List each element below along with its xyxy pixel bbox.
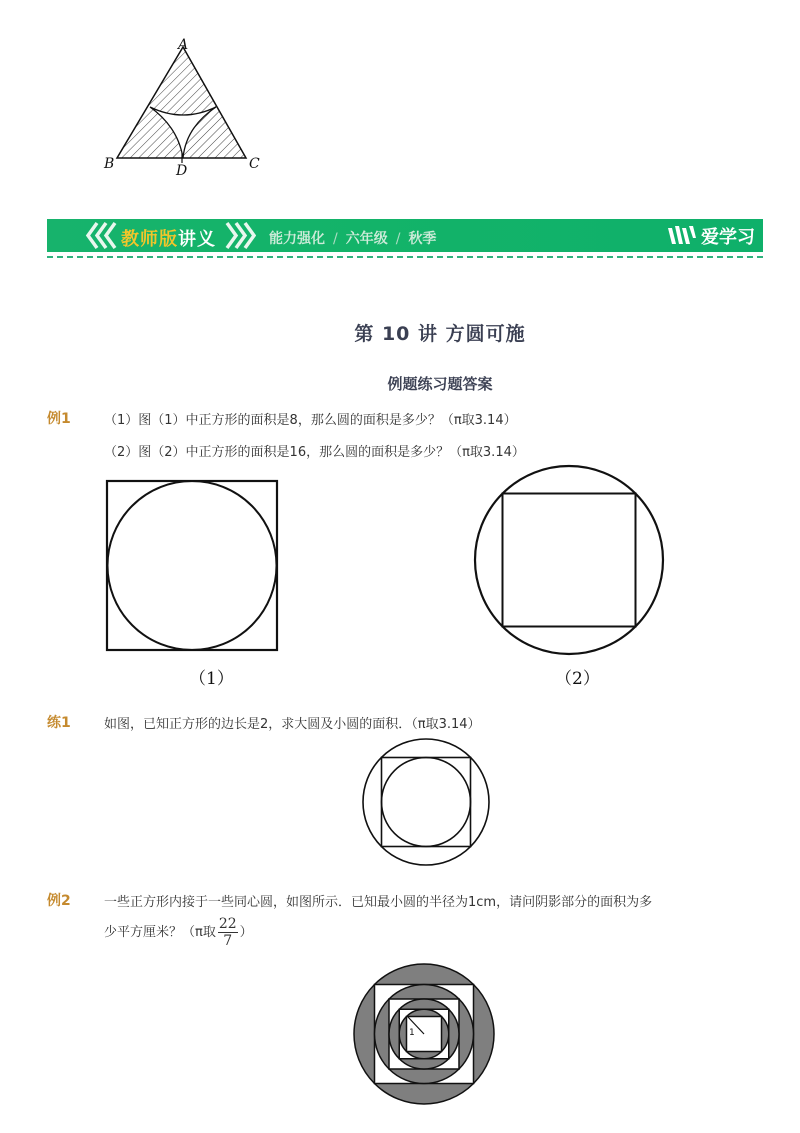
breadcrumb-item: 能力强化 [269,231,325,247]
banner-title-part2: 讲义 [178,229,216,250]
section-title: 例题练习题答案 [387,375,493,393]
figure-2-caption: （2） [555,669,600,689]
radius-label: 1 [409,1028,415,1038]
example-2-line-2-prefix: 少平方厘米？（π取 [104,925,216,940]
practice-1-label: 练1 [47,715,71,731]
figure-1-square-with-inscribed-circle [104,478,280,653]
fraction-22-over-7 [218,916,238,949]
banner-title [121,225,216,251]
chevron-left-icon [85,219,117,252]
header-banner [47,219,763,252]
practice-1-figure [360,736,492,868]
hatched-region [117,47,246,158]
chevron-right-icon [224,219,256,252]
brand-name: 爱学习 [701,227,755,248]
example-1-label: 例1 [47,411,71,427]
vertex-label-a: A [178,37,189,53]
fraction-numerator: 22 [218,916,237,932]
lesson-title: 第 10 讲 方圆可施 [354,323,526,345]
fraction-denominator: 7 [223,933,233,949]
brand-mark-icon [667,224,697,248]
breadcrumb-separator: / [333,231,338,247]
example-2-line-2-suffix: ） [239,925,253,940]
practice-1-line-1: 如图，已知正方形的边长是2，求大圆及小圆的面积．（π取3.14） [104,717,481,732]
figure-2-circle-with-inscribed-square [472,463,666,657]
banner-title-part1: 教师版 [121,229,178,250]
brand-logo [667,223,755,249]
breadcrumb-item: 秋季 [408,231,437,247]
example-2-line-2 [104,913,253,953]
breadcrumb-item: 六年级 [345,231,388,247]
point-label-d: D [176,163,188,179]
breadcrumb [269,228,436,248]
example-2-line-1: 一些正方形内接于一些同心圆，如图所示．已知最小圆的半径为1cm，请问阴影部分的面积为多 [104,895,653,910]
figure-1-caption: （1） [189,669,234,689]
example-2-concentric-figure [352,962,496,1106]
breadcrumb-separator: / [395,231,401,247]
banner-divider [47,256,763,258]
vertex-label-b: B [104,156,115,172]
example-2-label: 例2 [47,893,71,909]
vertex-label-c: C [249,156,260,172]
triangle-figure [100,35,270,180]
example-1-line-2: （2）图（2）中正方形的面积是16，那么圆的面积是多少？（π取3.14） [104,445,525,460]
example-1-line-1: （1）图（1）中正方形的面积是8，那么圆的面积是多少？（π取3.14） [104,413,517,428]
